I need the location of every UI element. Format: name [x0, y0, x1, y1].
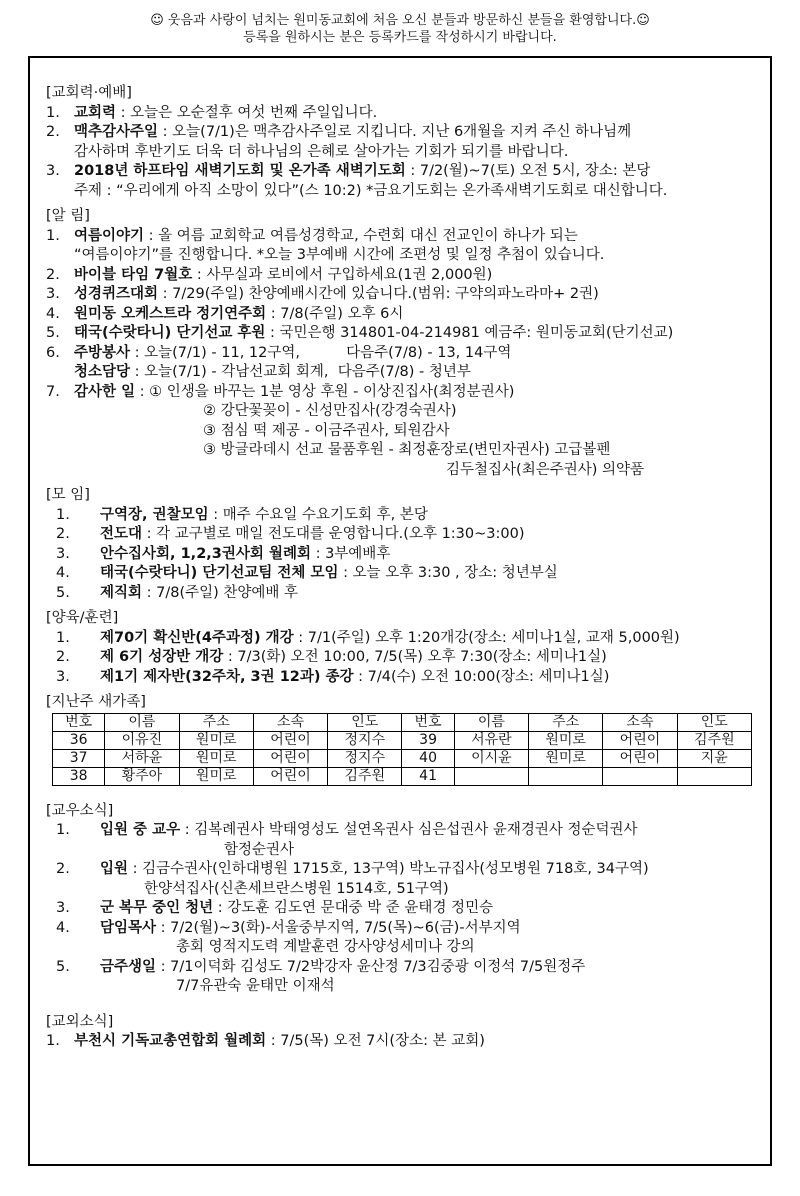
table-cell: 서유란	[454, 731, 528, 749]
table-cell: 김주원	[328, 767, 402, 785]
item-head: 금주생일	[100, 958, 157, 975]
thanks-line: ② 강단꽃꽂이 - 신성만집사(강경숙권사)	[203, 403, 457, 419]
list-item	[46, 383, 760, 403]
bulletin-content	[46, 84, 760, 1052]
list-item	[46, 668, 760, 688]
list-item	[46, 564, 760, 584]
item-text: : 매주 수요일 수요기도회 후, 본당	[208, 506, 428, 523]
table-cell: 37	[53, 749, 105, 767]
item-text-cont: 한양석집사(신촌세브란스병원 1514호, 51구역)	[144, 880, 449, 897]
table-cell: 어린이	[603, 749, 677, 767]
item-head: 전도대	[100, 526, 143, 542]
list-item	[46, 123, 760, 162]
item-number: 3.	[56, 900, 70, 916]
item-number: 2.	[46, 266, 60, 283]
item-head: 바이블 타임 7월호	[74, 266, 193, 283]
item-head: 입원 중 교우	[100, 822, 181, 838]
table-cell	[454, 767, 528, 785]
col-header: 소속	[253, 713, 327, 731]
list-item	[46, 860, 760, 880]
item-number: 2.	[56, 649, 70, 665]
table-cell: 서하윤	[105, 749, 179, 767]
item-number: 1.	[56, 629, 70, 646]
item-text: : 7/1이덕화 김성도 7/2박강자 윤산정 7/3김중광 이정석 7/5원정주	[156, 958, 586, 975]
list-item	[46, 305, 760, 325]
item-number: 5.	[46, 325, 60, 341]
col-header: 주소	[529, 713, 603, 731]
item-head: 태국(수랏타니) 단기선교팀 전체 모임	[100, 565, 339, 581]
col-header: 번호	[53, 713, 105, 731]
item-text: : 김복례권사 박태영성도 설연옥권사 심은섭권사 윤재경권사 정순덕권사	[180, 822, 638, 838]
table-cell: 어린이	[253, 749, 327, 767]
bulletin-header	[0, 12, 800, 46]
item-number: 3.	[46, 286, 60, 302]
item-head: 담임목사	[100, 919, 157, 936]
item-head: 성경퀴즈대회	[74, 286, 159, 302]
item-text-cont: “여름이야기”를 진행합니다. *오늘 3부예배 시간에 조편성 및 일정 추첨이 있습니다.	[74, 247, 605, 263]
list-item	[46, 324, 760, 344]
list-item	[46, 506, 760, 526]
item-head: 교회력	[74, 104, 117, 121]
list-item	[46, 919, 760, 939]
item-head: 원미동 오케스트라 정기연주회	[74, 305, 267, 322]
section-title-notice: [알 림]	[46, 208, 90, 224]
item-text: : 각 교구별로 매일 전도대를 운영합니다.(오후 1:30~3:00)	[142, 526, 525, 542]
table-header-row	[53, 713, 752, 731]
item-number: 4.	[56, 565, 70, 581]
col-header: 인도	[328, 713, 402, 731]
item-number: 4.	[46, 305, 60, 322]
table-cell: 이유진	[105, 731, 179, 749]
table-cell	[603, 767, 677, 785]
item-number: 1.	[46, 1033, 60, 1049]
item-number: 4.	[56, 919, 70, 936]
item-text: : 김금수권사(인하대병원 1715호, 13구역) 박노규집사(성모병원 718호, 34구역)	[128, 861, 649, 877]
table-cell: 이시윤	[454, 749, 528, 767]
col-header: 이름	[454, 713, 528, 731]
item-text: : 7/2(월)~3(화)-서울중부지역, 7/5(목)~6(금)-서부지역	[156, 919, 521, 936]
item-head: 제직회	[100, 584, 143, 601]
item-text: : 7/8(주일) 찬양예배 후	[142, 584, 299, 601]
item-number: 3.	[46, 163, 60, 179]
item-head: 주방봉사	[74, 344, 131, 361]
item-text-cont: 주제 : “우리에게 아직 소망이 있다”(스 10:2) *금요기도회는 온가족새벽기도회로 대신합니다.	[74, 182, 668, 199]
list-item	[46, 525, 760, 545]
table-cell: 어린이	[603, 731, 677, 749]
list-item	[46, 285, 760, 305]
item-head: 맥추감사주일	[74, 124, 159, 140]
item-head: 감사한 일	[74, 383, 136, 400]
item-head: 구역장, 권찰모임	[100, 506, 209, 523]
table-cell: 원미로	[179, 731, 253, 749]
item-head: 2018년 하프타임 새벽기도회 및 온가족 새벽기도회	[74, 163, 406, 179]
item-text: : 오늘(7/1)은 맥추감사주일로 지킵니다. 지난 6개월을 지켜 주신 하나님께	[158, 124, 632, 140]
section-title-outside: [교외소식]	[46, 1013, 114, 1030]
table-cell: 원미로	[529, 731, 603, 749]
list-item	[46, 545, 760, 565]
section-title-members: [교우소식]	[46, 802, 114, 819]
item-number: 7.	[46, 383, 60, 400]
item-text: : 7/4(수) 오전 10:00(장소: 세미나1실)	[353, 668, 610, 685]
list-item	[46, 899, 760, 919]
table-cell: 어린이	[253, 731, 327, 749]
item-head: 부천시 기독교총연합회 월례회	[74, 1033, 267, 1049]
table-cell: 원미로	[529, 749, 603, 767]
table-row	[53, 731, 752, 749]
item-text: : 오늘은 오순절후 여섯 번째 주일입니다.	[116, 104, 378, 121]
item-head: 안수집사회, 1,2,3권사회 월례회	[100, 545, 311, 562]
item-text: : 3부예배후	[310, 545, 391, 562]
col-header: 번호	[402, 713, 454, 731]
table-cell: 황주아	[105, 767, 179, 785]
table-cell: 38	[53, 767, 105, 785]
item-text: : 사무실과 로비에서 구입하세요(1권 2,000원)	[192, 266, 493, 283]
table-cell: 원미로	[179, 767, 253, 785]
col-header: 주소	[179, 713, 253, 731]
item-number: 2.	[56, 526, 70, 542]
section-title-calendar: [교회력·예배]	[46, 85, 132, 101]
bulletin-frame	[28, 56, 772, 1166]
item-text: : 7/8(주일) 오후 6시	[266, 305, 404, 322]
list-item	[46, 629, 760, 649]
table-cell: 원미로	[179, 749, 253, 767]
item-number: 6.	[46, 344, 60, 361]
table-cell: 36	[53, 731, 105, 749]
item-text-next: 다음주(7/8) - 13, 14구역	[346, 344, 512, 361]
list-item	[46, 363, 760, 383]
list-item	[46, 648, 760, 668]
item-text-cont: 총회 영적지도력 계발훈련 강사양성세미나 강의	[176, 939, 475, 955]
item-text: : 오늘(7/1) - 각남선교회 회계,	[130, 364, 329, 380]
list-item	[46, 584, 760, 604]
item-number: 1.	[56, 822, 70, 838]
item-text: : 7/29(주일) 찬양예배시간에 있습니다.(범위: 구약의파노라마+ 2권)	[158, 286, 599, 302]
item-text: : 7/3(화) 오전 10:00, 7/5(목) 오후 7:30(장소: 세미나1실)	[223, 649, 607, 665]
item-head: 제70기 확신반(4주과정) 개강	[100, 629, 294, 646]
item-text: : 국민은행 314801-04-214981 예금주: 원미동교회(단기선교)	[265, 325, 674, 341]
list-item	[46, 344, 760, 364]
item-head: 제 6기 성장반 개강	[100, 649, 224, 665]
item-head: 청소담당	[74, 364, 131, 380]
table-cell: 41	[402, 767, 454, 785]
section-title-newfamily: [지난주 새가족]	[46, 694, 146, 710]
col-header: 소속	[603, 713, 677, 731]
thanks-line: 김두철집사(최은주권사) 의약품	[446, 461, 645, 478]
item-text: : 오늘(7/1) - 11, 12구역,	[130, 344, 300, 361]
item-text-cont: 함정순권사	[224, 841, 295, 858]
table-cell	[529, 767, 603, 785]
col-header: 인도	[677, 713, 751, 731]
list-item	[46, 821, 760, 841]
newfamily-table	[52, 713, 752, 786]
item-number: 5.	[56, 958, 70, 975]
table-cell: 김주원	[677, 731, 751, 749]
item-text: : ① 인생을 바꾸는 1분 영상 후원 - 이상진집사(최정분권사)	[135, 383, 515, 400]
item-number: 2.	[56, 861, 70, 877]
table-cell: 지윤	[677, 749, 751, 767]
col-header: 이름	[105, 713, 179, 731]
list-item	[46, 958, 760, 978]
item-text: : 7/1(주일) 오후 1:20개강(장소: 세미나1실, 교재 5,000원)	[293, 629, 680, 646]
item-number: 2.	[46, 124, 60, 140]
list-item	[46, 227, 760, 266]
item-head: 태국(수랏타니) 단기선교 후원	[74, 325, 266, 341]
table-cell: 40	[402, 749, 454, 767]
table-cell	[677, 767, 751, 785]
list-item	[46, 1032, 760, 1052]
section-title-meeting: [모 임]	[46, 487, 90, 503]
registration-line: 등록을 원하시는 분은 등록카드를 작성하시기 바랍니다.	[243, 30, 557, 45]
item-number: 1.	[46, 104, 60, 121]
table-row	[53, 749, 752, 767]
item-text: : 7/2(월)~7(토) 오전 5시, 장소: 본당	[405, 163, 651, 179]
item-number: 3.	[56, 668, 70, 685]
item-head: 여름이야기	[74, 227, 145, 244]
thanks-line: ③ 방글라데시 선교 물품후원 - 최정훈장로(변민자권사) 고급볼펜	[203, 442, 611, 458]
section-title-training: [양육/훈련]	[46, 610, 119, 626]
item-head: 입원	[100, 861, 129, 877]
table-cell: 39	[402, 731, 454, 749]
item-number: 3.	[56, 545, 70, 562]
table-cell: 정지수	[328, 731, 402, 749]
table-cell: 어린이	[253, 767, 327, 785]
item-text-cont: 감사하며 후반기도 더욱 더 하나님의 은혜로 살아가는 기회가 되기를 바랍니다.	[74, 143, 569, 160]
item-text-next: 다음주(7/8) - 청년부	[337, 364, 471, 380]
item-number: 1.	[56, 506, 70, 523]
item-number: 5.	[56, 584, 70, 601]
welcome-line: ☺ 웃음과 사랑이 넘치는 원미동교회에 처음 오신 분들과 방문하신 분들을 환영합니다.☺	[150, 13, 650, 28]
thanks-line: ③ 점심 떡 제공 - 이금주권사, 퇴원감사	[203, 422, 450, 439]
item-text: : 7/5(목) 오전 7시(장소: 본 교회)	[266, 1033, 485, 1049]
item-head: 군 복무 중인 청년	[100, 900, 214, 916]
list-item	[46, 266, 760, 286]
table-cell: 정지수	[328, 749, 402, 767]
table-row	[53, 767, 752, 785]
list-item	[46, 162, 760, 201]
item-text: : 올 여름 교회학교 여름성경학교, 수련회 대신 전교인이 하나가 되는	[144, 227, 578, 244]
item-head: 제1기 제자반(32주차, 3권 12과) 종강	[100, 668, 354, 685]
item-text: : 오늘 오후 3:30 , 장소: 청년부실	[338, 565, 558, 581]
list-item	[46, 104, 760, 124]
item-text: : 강도훈 김도연 문대중 박 준 윤태경 정민승	[213, 900, 494, 916]
item-number: 1.	[46, 227, 60, 244]
item-text-cont: 7/7유관숙 윤태만 이재석	[176, 978, 335, 994]
